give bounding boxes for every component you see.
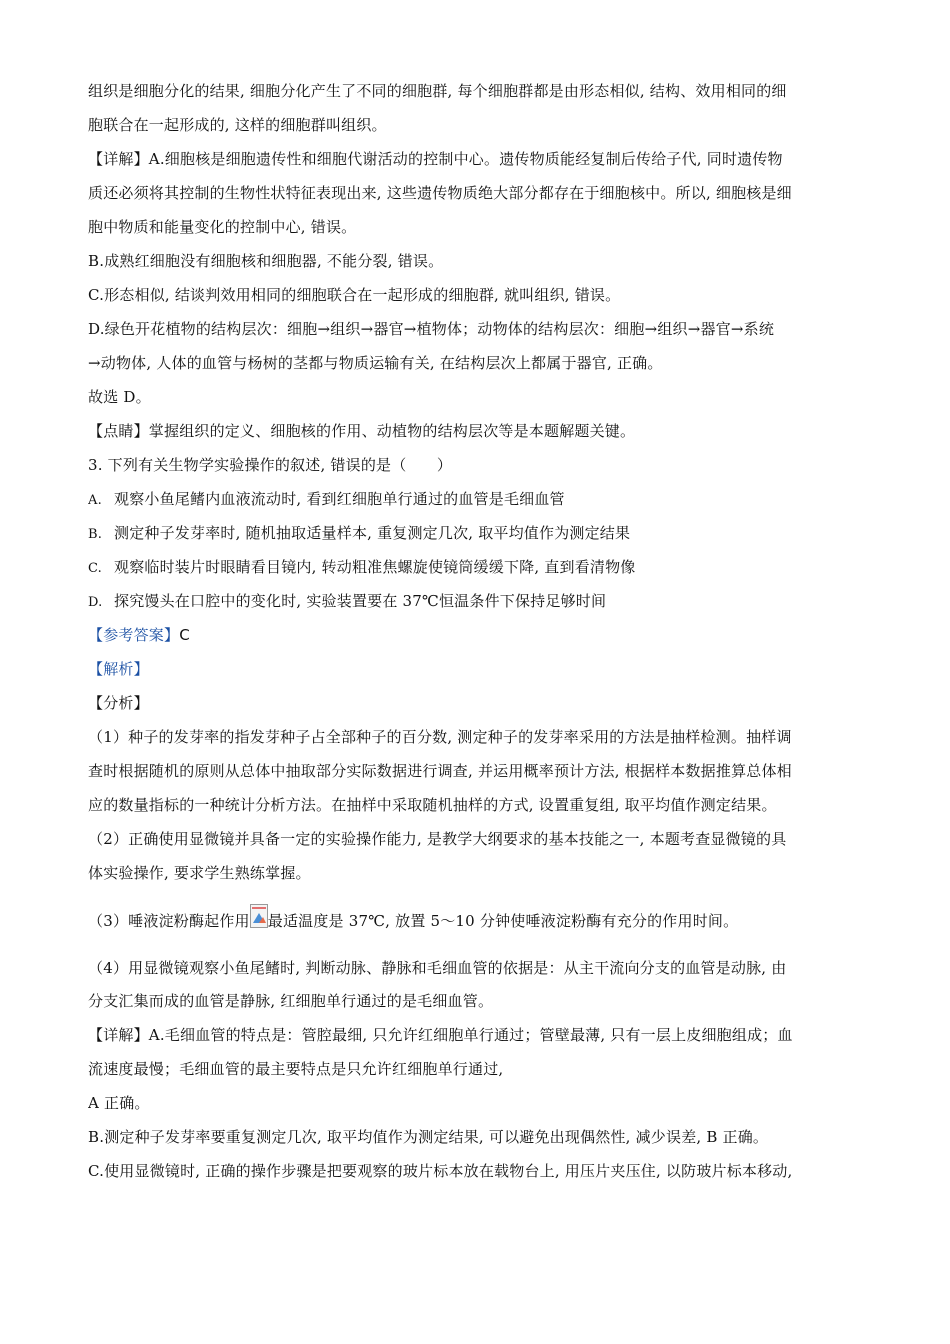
text-line: 流速度最慢；毛细血管的最主要特点是只允许红细胞单行通过,: [88, 1060, 504, 1078]
option-letter: B.: [88, 527, 103, 542]
option-letter: A.: [88, 493, 102, 508]
option-text: 测定种子发芽率时, 随机抽取适量样本, 重复测定几次, 取平均值作为测定结果: [114, 524, 631, 542]
text-line: D.绿色开花植物的结构层次：细胞→组织→器官→植物体；动物体的结构层次：细胞→组织→器官→系统: [88, 320, 775, 338]
document-page: [88, 76, 864, 1190]
text-line: B.测定种子发芽率要重复测定几次, 取平均值作为测定结果, 可以避免出现偶然性, 减少误差, B 正确。: [88, 1128, 769, 1146]
option-letter: C.: [88, 561, 103, 576]
option-c: [88, 552, 864, 586]
text-line: 体实验操作, 要求学生熟练掌握。: [88, 864, 311, 882]
option-d: [88, 586, 864, 620]
answer-label: 【参考答案】: [88, 626, 180, 644]
analysis-heading: 【分析】: [88, 694, 149, 712]
text-line: （4）用显微镜观察小鱼尾鳍时, 判断动脉、静脉和毛细血管的依据是：从主干流向分支的血管是动脉, 由: [88, 959, 787, 977]
text-line: 查时根据随机的原则从总体中抽取部分实际数据进行调查, 并运用概率预计方法, 根据样本数据推算总体相: [88, 762, 792, 780]
text-line-with-image: [88, 892, 864, 946]
text-line: 胞联合在一起形成的, 这样的细胞群叫组织。: [88, 116, 387, 134]
question-stem: 3. 下列有关生物学实验操作的叙述, 错误的是（ ）: [88, 456, 453, 474]
option-a: [88, 484, 864, 518]
text-line: C.形态相似, 结谈判效用相同的细胞联合在一起形成的细胞群, 就叫组织, 错误。: [88, 286, 621, 304]
text-line: 质还必须将其控制的生物性状特征表现出来, 这些遗传物质绝大部分都存在于细胞核中。所以, 细胞核是细: [88, 184, 792, 202]
option-b: [88, 518, 864, 552]
text-line: 组织是细胞分化的结果, 细胞分化产生了不同的细胞群, 每个细胞群都是由形态相似, 结构、效用相同的细: [88, 82, 787, 100]
text-line: 故选 D。: [88, 388, 151, 406]
text-line: 【点睛】掌握组织的定义、细胞核的作用、动植物的结构层次等是本题解题关键。: [88, 422, 636, 440]
text-line: （2）正确使用显微镜并具备一定的实验操作能力, 是教学大纲要求的基本技能之一, 本题考查显微镜的具: [88, 830, 787, 848]
text-line: 胞中物质和能量变化的控制中心, 错误。: [88, 218, 357, 236]
text-line: 应的数量指标的一种统计分析方法。在抽样中采取随机抽样的方式, 设置重复组, 取平均值作测定结果。: [88, 796, 777, 814]
text-line: C.使用显微镜时, 正确的操作步骤是把要观察的玻片标本放在载物台上, 用压片夹压住, 以防玻片标本移动,: [88, 1162, 793, 1180]
broken-image-icon: [250, 894, 268, 918]
answer-value: C: [179, 626, 190, 644]
option-letter: D.: [88, 595, 103, 610]
text-line: B.成熟红细胞没有细胞核和细胞器, 不能分裂, 错误。: [88, 252, 444, 270]
option-text: 观察小鱼尾鳍内血液流动时, 看到红细胞单行通过的血管是毛细血管: [114, 490, 565, 508]
text-segment: （3）唾液淀粉酶起作用: [88, 912, 250, 930]
text-line: A 正确。: [88, 1094, 150, 1112]
text-line: （1）种子的发芽率的指发芽种子占全部种子的百分数, 测定种子的发芽率采用的方法是抽样检测。抽样调: [88, 728, 792, 746]
analysis-label: 【解析】: [88, 660, 149, 678]
option-text: 探究馒头在口腔中的变化时, 实验装置要在 37℃恒温条件下保持足够时间: [114, 592, 607, 610]
text-line: 【详解】A.细胞核是细胞遗传性和细胞代谢活动的控制中心。遗传物质能经复制后传给子代, 同时遗传物: [88, 150, 783, 168]
text-segment: 最适温度是 37℃, 放置 5～10 分钟使唾液淀粉酶有充分的作用时间。: [267, 912, 739, 930]
option-text: 观察临时装片时眼睛看目镜内, 转动粗准焦螺旋使镜筒缓缓下降, 直到看清物像: [114, 558, 636, 576]
text-line: 【详解】A.毛细血管的特点是：管腔最细, 只允许红细胞单行通过；管壁最薄, 只有一层上皮细胞组成；血: [88, 1026, 793, 1044]
reference-answer: [88, 620, 864, 654]
text-line: →动物体, 人体的血管与杨树的茎都与物质运输有关, 在结构层次上都属于器官, 正确。: [88, 354, 663, 372]
text-line: 分支汇集而成的血管是静脉, 红细胞单行通过的是毛细血管。: [88, 992, 494, 1010]
